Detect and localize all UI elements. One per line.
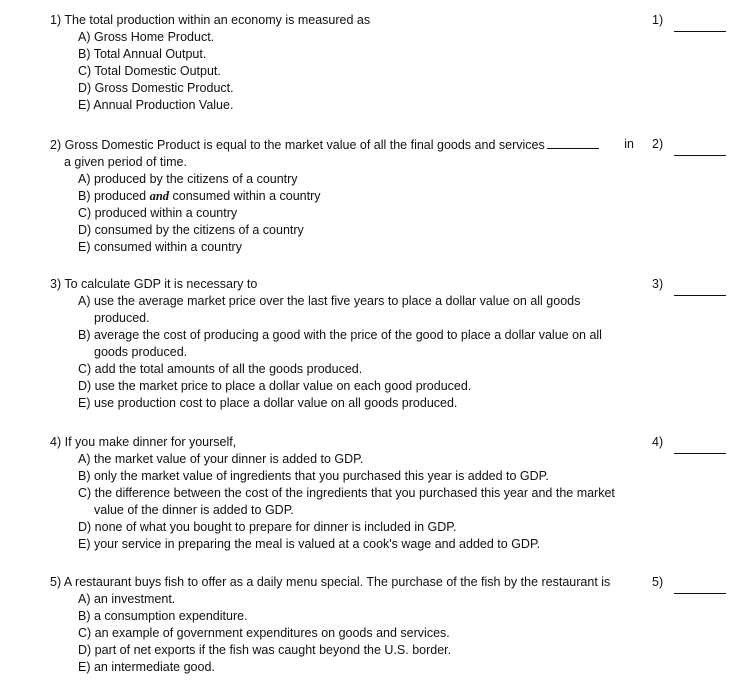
answer-number-4: 4) — [652, 435, 664, 449]
answer-number-3: 3) — [652, 277, 664, 291]
choice-e: E) Annual Production Value. — [78, 98, 234, 112]
question-stem — [50, 574, 640, 591]
question-stem — [50, 276, 640, 293]
question-text: If you make dinner for yourself, — [64, 435, 237, 449]
choice-d: D) none of what you bought to prepare for dinner is included in GDP. — [78, 520, 457, 534]
emphasis-and: and — [149, 189, 170, 203]
question-4 — [50, 434, 640, 553]
question-text: To calculate GDP it is necessary to — [64, 277, 258, 291]
choice-d: D) consumed by the citizens of a country — [78, 223, 304, 237]
question-number: 1) — [50, 13, 62, 27]
choice-a: A) Gross Home Product. — [78, 30, 215, 44]
choice-d: D) part of net exports if the fish was caught beyond the U.S. border. — [78, 643, 452, 657]
answer-blank-4[interactable] — [674, 439, 726, 454]
answer-blank-2[interactable] — [674, 141, 726, 156]
choice-e: E) your service in preparing the meal is valued at a cook's wage and added to GDP. — [78, 537, 541, 551]
answer-number-5: 5) — [652, 575, 664, 589]
choice-b: B) average the cost of producing a good with the price of the good to place a dollar value on all goods produced. — [78, 328, 602, 359]
choice-c: C) an example of government expenditures on goods and services. — [78, 626, 450, 640]
answer-blank-1[interactable] — [674, 17, 726, 32]
choice-b: B) only the market value of ingredients that you purchased this year is added to GDP. — [78, 469, 549, 483]
answer-blank-5[interactable] — [674, 579, 726, 594]
choice-a: A) the market value of your dinner is added to GDP. — [78, 452, 364, 466]
choice-b: B) a consumption expenditure. — [78, 609, 248, 623]
question-5 — [50, 574, 640, 676]
choice-e: E) an intermediate good. — [78, 660, 215, 674]
inline-blank — [547, 136, 599, 149]
question-text-continued: a given period of time. — [64, 155, 187, 169]
choice-e: E) use production cost to place a dollar value on all goods produced. — [78, 396, 458, 410]
choice-a: A) an investment. — [78, 592, 176, 606]
question-stem — [50, 434, 640, 451]
choice-a: A) produced by the citizens of a country — [78, 172, 298, 186]
choice-e: E) consumed within a country — [78, 240, 242, 254]
question-number: 4) — [50, 435, 62, 449]
choice-d: D) Gross Domestic Product. — [78, 81, 234, 95]
answer-blank-3[interactable] — [674, 281, 726, 296]
choice-d: D) use the market price to place a dollar value on each good produced. — [78, 379, 472, 393]
question-text: Gross Domestic Product is equal to the market value of all the final goods and services — [64, 138, 545, 152]
question-number: 2) — [50, 138, 62, 152]
question-text: A restaurant buys fish to offer as a daily menu special. The purchase of the fish by the restaurant is — [63, 575, 611, 589]
question-stem — [50, 12, 640, 29]
answer-number-1: 1) — [652, 13, 664, 27]
question-text: The total production within an economy is measured as — [64, 13, 371, 27]
question-2 — [50, 136, 640, 256]
choice-b: B) produced and consumed within a country — [78, 189, 321, 203]
question-3 — [50, 276, 640, 412]
question-number: 3) — [50, 277, 62, 291]
question-stem — [50, 136, 640, 154]
answer-number-2: 2) — [652, 137, 664, 151]
choice-b: B) Total Annual Output. — [78, 47, 207, 61]
choice-c: C) Total Domestic Output. — [78, 64, 221, 78]
choice-c: C) add the total amounts of all the goods produced. — [78, 362, 363, 376]
question-number: 5) — [50, 575, 62, 589]
question-text-in: in — [624, 137, 634, 151]
choice-c: C) the difference between the cost of the ingredients that you purchased this year and the market value of the dinner is added to GDP. — [78, 486, 615, 517]
question-1 — [50, 12, 640, 114]
choice-c: C) produced within a country — [78, 206, 238, 220]
choice-a: A) use the average market price over the last five years to place a dollar value on all goods produced. — [78, 294, 581, 325]
